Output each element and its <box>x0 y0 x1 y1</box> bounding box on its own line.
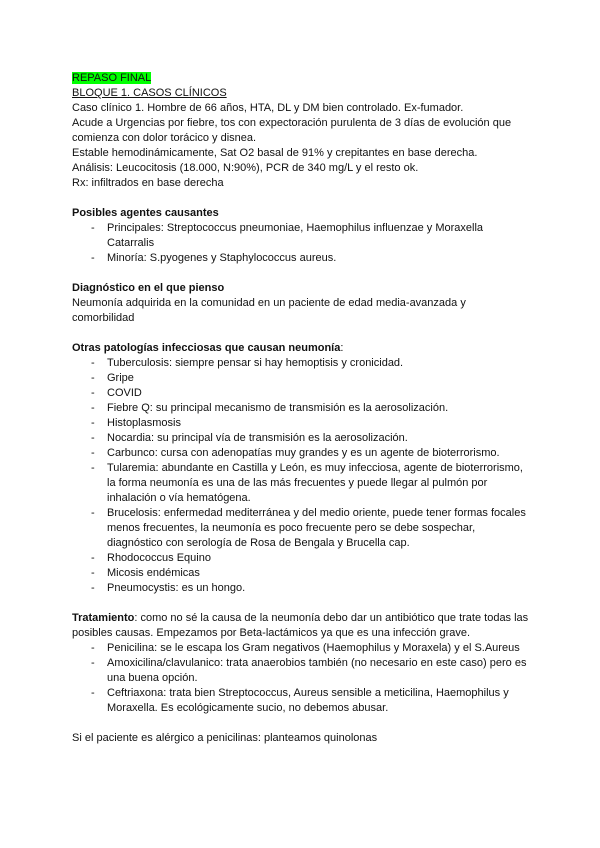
list-item: - Penicilina: se le escapa los Gram negativos (Haemophilus y Moraxela) y el S.Aureus <box>72 641 530 656</box>
spacer <box>72 596 530 611</box>
block-heading: BLOQUE 1. CASOS CLÍNICOS <box>72 87 227 99</box>
spacer <box>72 191 530 206</box>
treatment-heading: Tratamiento <box>72 612 135 624</box>
list-item: - Carbunco: cursa con adenopatías muy grandes y es un agente de bioterrorismo. <box>72 446 530 461</box>
case-line-2: Acude a Urgencias por fiebre, tos con expectoración purulenta de 3 días de evolución que comienza con dolor torácico y disnea. <box>72 117 512 144</box>
diagnosis-text: Neumonía adquirida en la comunidad en un paciente de edad media-avanzada y comorbilidad <box>72 297 466 324</box>
allergy-text: Si el paciente es alérgico a penicilinas: planteamos quinolonas <box>72 732 378 744</box>
other-heading-line <box>72 341 530 356</box>
list-item: - Pneumocystis: es un hongo. <box>72 581 530 596</box>
treatment-text: : como no sé la causa de la neumonía debo dar un antibiótico que trate todas las posibles causas. Empezamos por Beta-lactámicos ya que es una infección grave. <box>72 612 529 639</box>
list-item: - Amoxicilina/clavulanico: trata anaerobios también (no necesario en este caso) pero es una buena opción. <box>72 656 530 686</box>
list-item: - Brucelosis: enfermedad mediterránea y del medio oriente, puede tener formas focales menos frecuentes, la neumonía es poco frecuente pero se debe sospechar, diagnóstico con serología de Rosa de Bengala y Brucella cap. <box>72 506 530 551</box>
case-line-4: Análisis: Leucocitosis (18.000, N:90%), PCR de 340 mg/L y el resto ok. <box>72 162 419 174</box>
list-item: - Principales: Streptococcus pneumoniae, Haemophilus influenzae y Moraxella Catarralis <box>72 221 530 251</box>
list-item: - Tularemia: abundante en Castilla y León, es muy infecciosa, agente de bioterrorismo, la forma neumonía es una de las más frecuentes y puede llegar al pulmón por inhalación o vía hematógena. <box>72 461 530 506</box>
diagnosis-heading: Diagnóstico en el que pienso <box>72 282 225 294</box>
list-item: - Histoplasmosis <box>72 416 530 431</box>
case-line-1: Caso clínico 1. Hombre de 66 años, HTA, DL y DM bien controlado. Ex-fumador. <box>72 102 464 114</box>
other-list <box>72 356 530 596</box>
other-heading: Otras patologías infecciosas que causan neumonía <box>72 342 341 354</box>
list-item: - Ceftriaxona: trata bien Streptococcus, Aureus sensible a meticilina, Haemophilus y Moraxella. Es ecológicamente sucio, no debemos abusar. <box>72 686 530 716</box>
list-item: - COVID <box>72 386 530 401</box>
case-line-5: Rx: infiltrados en base derecha <box>72 177 224 189</box>
treatment-list <box>72 641 530 716</box>
case-line-3: Estable hemodinámicamente, Sat O2 basal de 91% y crepitantes en base derecha. <box>72 147 478 159</box>
page-title: REPASO FINAL <box>72 72 152 84</box>
list-item: - Tuberculosis: siempre pensar si hay hemoptisis y cronicidad. <box>72 356 530 371</box>
list-item: - Minoría: S.pyogenes y Staphylococcus aureus. <box>72 251 530 266</box>
list-item: - Nocardia: su principal vía de transmisión es la aerosolización. <box>72 431 530 446</box>
agents-list <box>72 221 530 266</box>
title-line <box>72 71 530 86</box>
other-heading-colon: : <box>340 342 344 354</box>
document-content <box>72 71 530 746</box>
list-item: - Rhodococcus Equino <box>72 551 530 566</box>
list-item: - Micosis endémicas <box>72 566 530 581</box>
treatment-paragraph <box>72 611 530 641</box>
spacer <box>72 326 530 341</box>
spacer <box>72 716 530 731</box>
list-item: - Fiebre Q: su principal mecanismo de transmisión es la aerosolización. <box>72 401 530 416</box>
agents-heading: Posibles agentes causantes <box>72 207 219 219</box>
spacer <box>72 266 530 281</box>
list-item: - Gripe <box>72 371 530 386</box>
